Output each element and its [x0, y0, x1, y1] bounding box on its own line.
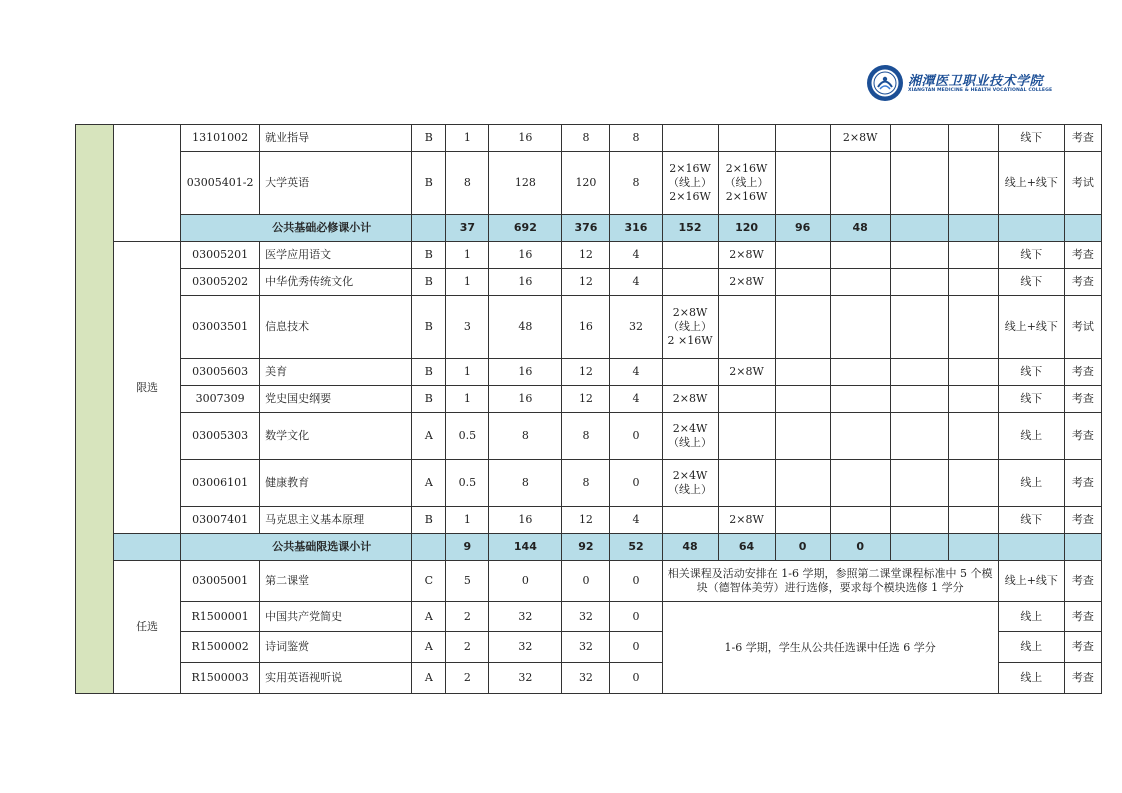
- course-code: 03005202: [181, 269, 260, 296]
- assessment-method: 考查: [1064, 561, 1101, 602]
- subtotal-semester-5: [890, 215, 948, 242]
- semester-4: [830, 269, 890, 296]
- subtotal-assessment: [1064, 215, 1101, 242]
- teaching-mode: 线下: [998, 125, 1064, 152]
- college-logo: [866, 64, 1056, 104]
- practice-hours: 0: [610, 561, 662, 602]
- table-row: [76, 152, 1102, 215]
- semester-3: [775, 507, 830, 534]
- semester-3: [775, 242, 830, 269]
- table-row: [76, 359, 1102, 386]
- semester-2: [718, 413, 775, 460]
- total-hours: 16: [489, 507, 562, 534]
- assessment-method: 考查: [1064, 663, 1101, 694]
- assessment-method: 考查: [1064, 242, 1101, 269]
- course-type: B: [412, 386, 446, 413]
- practice-hours: 4: [610, 359, 662, 386]
- subtotal-row: [76, 215, 1102, 242]
- semester-6: [948, 242, 998, 269]
- semester-2: 2×8W: [718, 359, 775, 386]
- semester-1: 2×8W （线上） 2 ×16W: [662, 296, 718, 359]
- course-credit: 0.5: [446, 460, 489, 507]
- semester-1: [662, 242, 718, 269]
- subtotal-type: [412, 534, 446, 561]
- subtotal-theory-hours: 92: [562, 534, 610, 561]
- semester-2: [718, 386, 775, 413]
- semester-6: [948, 413, 998, 460]
- course-credit: 1: [446, 242, 489, 269]
- table-row: [76, 460, 1102, 507]
- semester-4: [830, 413, 890, 460]
- required-group-cell: [114, 125, 181, 242]
- teaching-mode: 线上+线下: [998, 561, 1064, 602]
- semester-3: [775, 386, 830, 413]
- semester-1: [662, 125, 718, 152]
- assessment-method: 考查: [1064, 269, 1101, 296]
- table-row: [76, 296, 1102, 359]
- semester-3: [775, 359, 830, 386]
- teaching-mode: 线上: [998, 460, 1064, 507]
- course-code: 03006101: [181, 460, 260, 507]
- course-name: 诗词鉴赏: [260, 632, 412, 663]
- course-code: R1500001: [181, 602, 260, 632]
- course-type: B: [412, 359, 446, 386]
- semester-1: [662, 359, 718, 386]
- subtotal-total-hours: 144: [489, 534, 562, 561]
- limited-group-label: 限选: [114, 242, 181, 534]
- theory-hours: 12: [562, 386, 610, 413]
- subtotal-semester-6: [948, 215, 998, 242]
- course-credit: 0.5: [446, 413, 489, 460]
- total-hours: 32: [489, 632, 562, 663]
- semester-4: [830, 242, 890, 269]
- assessment-method: 考试: [1064, 296, 1101, 359]
- practice-hours: 0: [610, 632, 662, 663]
- semester-2: [718, 296, 775, 359]
- course-name: 中国共产党简史: [260, 602, 412, 632]
- semester-1: [662, 507, 718, 534]
- semester-2: 2×8W: [718, 242, 775, 269]
- course-type: B: [412, 125, 446, 152]
- curriculum-table: [75, 124, 1102, 694]
- practice-hours: 4: [610, 386, 662, 413]
- semester-3: [775, 125, 830, 152]
- teaching-mode: 线上: [998, 413, 1064, 460]
- table-row: [76, 125, 1102, 152]
- practice-hours: 0: [610, 663, 662, 694]
- course-name: 第二课堂: [260, 561, 412, 602]
- college-name: 湘潭医卫职业技术学院: [908, 74, 1044, 89]
- table-row: [76, 561, 1102, 602]
- semester-2: 2×8W: [718, 269, 775, 296]
- assessment-method: 考查: [1064, 359, 1101, 386]
- second-classroom-note: 相关课程及活动安排在 1-6 学期，参照第二课堂课程标准中 5 个模块（德智体美劳）进行选修，要求每个模块选修 1 学分: [662, 561, 998, 602]
- course-type: C: [412, 561, 446, 602]
- theory-hours: 8: [562, 125, 610, 152]
- semester-3: [775, 413, 830, 460]
- semester-5: [890, 242, 948, 269]
- total-hours: 16: [489, 269, 562, 296]
- subtotal-mode: [998, 534, 1064, 561]
- course-name: 就业指导: [260, 125, 412, 152]
- subtotal-label: 公共基础限选课小计: [181, 534, 412, 561]
- practice-hours: 8: [610, 152, 662, 215]
- semester-1: 2×8W: [662, 386, 718, 413]
- course-type: A: [412, 632, 446, 663]
- course-code: 03005303: [181, 413, 260, 460]
- table-row: [76, 269, 1102, 296]
- course-name: 中华优秀传统文化: [260, 269, 412, 296]
- course-code: 03005401-2: [181, 152, 260, 215]
- semester-4: [830, 507, 890, 534]
- teaching-mode: 线上+线下: [998, 296, 1064, 359]
- semester-5: [890, 359, 948, 386]
- semester-6: [948, 269, 998, 296]
- theory-hours: 32: [562, 632, 610, 663]
- teaching-mode: 线下: [998, 359, 1064, 386]
- course-credit: 1: [446, 359, 489, 386]
- elective-group-label: 任选: [114, 561, 181, 694]
- semester-2: 2×16W （线上） 2×16W: [718, 152, 775, 215]
- course-credit: 1: [446, 507, 489, 534]
- assessment-method: 考查: [1064, 386, 1101, 413]
- course-type: B: [412, 507, 446, 534]
- semester-6: [948, 460, 998, 507]
- course-code: 03007401: [181, 507, 260, 534]
- semester-2: [718, 460, 775, 507]
- course-code: 13101002: [181, 125, 260, 152]
- theory-hours: 12: [562, 242, 610, 269]
- theory-hours: 12: [562, 359, 610, 386]
- total-hours: 32: [489, 602, 562, 632]
- semester-4: [830, 460, 890, 507]
- course-type: B: [412, 269, 446, 296]
- total-hours: 8: [489, 413, 562, 460]
- course-type: A: [412, 413, 446, 460]
- subtotal-mode: [998, 215, 1064, 242]
- course-code: 03005001: [181, 561, 260, 602]
- course-type: A: [412, 663, 446, 694]
- assessment-method: 考查: [1064, 507, 1101, 534]
- theory-hours: 12: [562, 269, 610, 296]
- total-hours: 0: [489, 561, 562, 602]
- subtotal-semester-3: 96: [775, 215, 830, 242]
- practice-hours: 4: [610, 507, 662, 534]
- total-hours: 128: [489, 152, 562, 215]
- teaching-mode: 线上: [998, 663, 1064, 694]
- subtotal-theory-hours: 376: [562, 215, 610, 242]
- semester-1: [662, 269, 718, 296]
- semester-5: [890, 413, 948, 460]
- semester-6: [948, 359, 998, 386]
- course-code: 03003501: [181, 296, 260, 359]
- subtotal-practice-hours: 316: [610, 215, 662, 242]
- table-row: [76, 413, 1102, 460]
- total-hours: 32: [489, 663, 562, 694]
- course-credit: 1: [446, 269, 489, 296]
- semester-5: [890, 125, 948, 152]
- course-credit: 5: [446, 561, 489, 602]
- course-credit: 2: [446, 632, 489, 663]
- theory-hours: 120: [562, 152, 610, 215]
- assessment-method: 考查: [1064, 125, 1101, 152]
- practice-hours: 0: [610, 460, 662, 507]
- category-column: [76, 125, 114, 694]
- subtotal-semester-2: 64: [718, 534, 775, 561]
- assessment-method: 考查: [1064, 602, 1101, 632]
- total-hours: 16: [489, 125, 562, 152]
- semester-5: [890, 386, 948, 413]
- course-credit: 1: [446, 386, 489, 413]
- subtotal-semester-3: 0: [775, 534, 830, 561]
- practice-hours: 4: [610, 269, 662, 296]
- course-name: 健康教育: [260, 460, 412, 507]
- course-credit: 2: [446, 663, 489, 694]
- semester-5: [890, 296, 948, 359]
- assessment-method: 考查: [1064, 413, 1101, 460]
- course-name: 实用英语视听说: [260, 663, 412, 694]
- course-type: B: [412, 152, 446, 215]
- theory-hours: 32: [562, 663, 610, 694]
- course-type: A: [412, 460, 446, 507]
- course-name: 党史国史纲要: [260, 386, 412, 413]
- semester-4: 2×8W: [830, 125, 890, 152]
- course-name: 医学应用语文: [260, 242, 412, 269]
- subtotal-total-hours: 692: [489, 215, 562, 242]
- semester-1: 2×4W （线上）: [662, 460, 718, 507]
- semester-6: [948, 152, 998, 215]
- teaching-mode: 线上: [998, 602, 1064, 632]
- semester-6: [948, 125, 998, 152]
- theory-hours: 0: [562, 561, 610, 602]
- teaching-mode: 线下: [998, 269, 1064, 296]
- course-name: 数学文化: [260, 413, 412, 460]
- total-hours: 16: [489, 386, 562, 413]
- subtotal-practice-hours: 52: [610, 534, 662, 561]
- assessment-method: 考查: [1064, 632, 1101, 663]
- total-hours: 8: [489, 460, 562, 507]
- teaching-mode: 线下: [998, 386, 1064, 413]
- practice-hours: 4: [610, 242, 662, 269]
- semester-2: 2×8W: [718, 507, 775, 534]
- course-credit: 1: [446, 125, 489, 152]
- course-code: 3007309: [181, 386, 260, 413]
- table-row: [76, 242, 1102, 269]
- semester-1: 2×4W （线上）: [662, 413, 718, 460]
- elective-credit-note: 1-6 学期，学生从公共任选课中任选 6 学分: [662, 602, 998, 694]
- semester-4: [830, 296, 890, 359]
- college-emblem-icon: [866, 64, 904, 102]
- teaching-mode: 线上+线下: [998, 152, 1064, 215]
- semester-4: [830, 152, 890, 215]
- total-hours: 16: [489, 242, 562, 269]
- course-name: 马克思主义基本原理: [260, 507, 412, 534]
- subtotal-semester-4: 48: [830, 215, 890, 242]
- practice-hours: 32: [610, 296, 662, 359]
- subtotal-credit: 37: [446, 215, 489, 242]
- course-credit: 3: [446, 296, 489, 359]
- theory-hours: 8: [562, 460, 610, 507]
- subtotal-semester-2: 120: [718, 215, 775, 242]
- course-credit: 8: [446, 152, 489, 215]
- semester-3: [775, 296, 830, 359]
- semester-6: [948, 386, 998, 413]
- course-type: B: [412, 242, 446, 269]
- subtotal-credit: 9: [446, 534, 489, 561]
- subtotal-label: 公共基础必修课小计: [181, 215, 412, 242]
- semester-5: [890, 507, 948, 534]
- teaching-mode: 线上: [998, 632, 1064, 663]
- assessment-method: 考查: [1064, 460, 1101, 507]
- course-code: R1500002: [181, 632, 260, 663]
- subtotal-group-cell: [114, 534, 181, 561]
- semester-5: [890, 152, 948, 215]
- semester-4: [830, 359, 890, 386]
- table-row: [76, 507, 1102, 534]
- subtotal-semester-6: [948, 534, 998, 561]
- theory-hours: 32: [562, 602, 610, 632]
- semester-4: [830, 386, 890, 413]
- semester-3: [775, 152, 830, 215]
- course-code: 03005201: [181, 242, 260, 269]
- subtotal-semester-5: [890, 534, 948, 561]
- practice-hours: 0: [610, 602, 662, 632]
- semester-6: [948, 507, 998, 534]
- course-name: 美育: [260, 359, 412, 386]
- semester-1: 2×16W （线上）2×16W: [662, 152, 718, 215]
- subtotal-assessment: [1064, 534, 1101, 561]
- practice-hours: 0: [610, 413, 662, 460]
- semester-6: [948, 296, 998, 359]
- teaching-mode: 线下: [998, 242, 1064, 269]
- college-name-english: XIANGTAN MEDICINE & HEALTH VOCATIONAL COLLEGE: [908, 88, 1053, 93]
- semester-5: [890, 460, 948, 507]
- semester-2: [718, 125, 775, 152]
- total-hours: 16: [489, 359, 562, 386]
- subtotal-type: [412, 215, 446, 242]
- total-hours: 48: [489, 296, 562, 359]
- semester-5: [890, 269, 948, 296]
- assessment-method: 考试: [1064, 152, 1101, 215]
- table-row: [76, 602, 1102, 632]
- course-name: 信息技术: [260, 296, 412, 359]
- subtotal-semester-4: 0: [830, 534, 890, 561]
- course-credit: 2: [446, 602, 489, 632]
- theory-hours: 16: [562, 296, 610, 359]
- table-row: [76, 386, 1102, 413]
- teaching-mode: 线下: [998, 507, 1064, 534]
- semester-3: [775, 269, 830, 296]
- practice-hours: 8: [610, 125, 662, 152]
- subtotal-row: [76, 534, 1102, 561]
- theory-hours: 12: [562, 507, 610, 534]
- course-code: R1500003: [181, 663, 260, 694]
- course-name: 大学英语: [260, 152, 412, 215]
- course-code: 03005603: [181, 359, 260, 386]
- subtotal-semester-1: 48: [662, 534, 718, 561]
- theory-hours: 8: [562, 413, 610, 460]
- course-type: A: [412, 602, 446, 632]
- subtotal-semester-1: 152: [662, 215, 718, 242]
- semester-3: [775, 460, 830, 507]
- course-type: B: [412, 296, 446, 359]
